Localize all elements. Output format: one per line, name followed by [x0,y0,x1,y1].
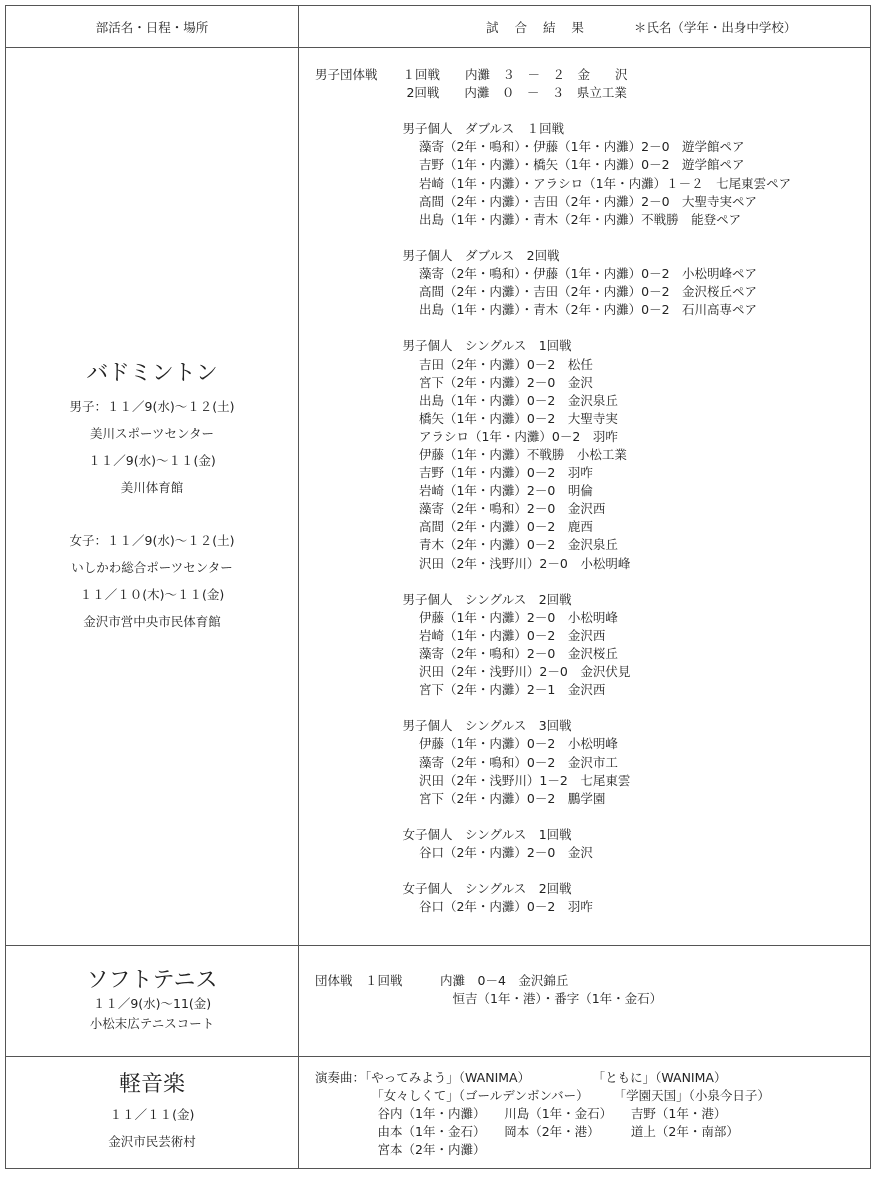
result-line: アラシロ（1年・内灘）0－2 羽咋 [315,428,618,444]
result-line: 沢田（2年・浅野川）1－2 七尾東雲 [315,772,631,788]
blank-gap [315,573,870,591]
header-club-schedule-venue: 部活名・日程・場所 [6,6,299,48]
result-line: 高間（2年・内灘）・吉田（2年・内灘）2－0 大聖寺実ペア [315,193,758,209]
light-music-club-name: 軽音楽 [118,1071,185,1097]
result-line: 「女々しくて」（ゴールデンボンバー） 「学園天国」（小泉今日子） [315,1088,770,1104]
light-music-row [6,1057,871,1169]
badminton-info [6,393,298,635]
result-line: 2回戦 内灘 ０ － ３ 県立工業 [315,85,627,101]
result-line: 男子団体戦 １回戦 内灘 ３ － ２ 金 沢 [315,67,628,82]
blank-gap [315,102,870,120]
result-line: 男子個人 シングルス 1回戦 [315,338,572,354]
schedule-venue-line: 美川スポーツセンター [89,425,214,441]
result-line: 伊藤（1年・内灘）不戦勝 小松工業 [315,446,627,462]
result-line: 伊藤（1年・内灘）0－2 小松明峰 [315,736,618,752]
result-line: 男子個人 シングルス 2回戦 [315,591,572,607]
blank-gap [315,699,870,717]
header-results [299,6,871,48]
soft-tennis-info-cell [6,946,299,1057]
result-line: 藻寄（2年・鳴和）・伊藤（1年・内灘）2－0 遊学館ペア [315,139,745,155]
result-line: 出島（1年・内灘）0－2 金沢泉丘 [315,392,618,408]
light-music-results [315,1069,870,1159]
schedule-venue-line: １１／１１(金) [109,1106,195,1122]
result-line: 男子個人 ダブルス 2回戦 [315,247,560,263]
result-line: 谷口（2年・内灘）0－2 羽咋 [315,899,593,915]
schedule-venue-line: 女子：１１／9(水)～１２(土) [69,532,235,548]
schedule-venue-line: 美川体育館 [120,479,184,495]
schedule-venue-line: １１／１０(木)～１１(金) [79,586,225,602]
blank-gap [315,319,870,337]
blank-gap [315,862,870,880]
result-line: 吉野（1年・内灘）・橋矢（1年・内灘）0－2 遊学館ペア [315,157,745,173]
result-line: 藻寄（2年・鳴和）2－0 金沢西 [315,501,606,517]
result-line: 宮下（2年・内灘）0－2 鵬学園 [315,790,606,806]
header-results-title: 試 合 結 果 [486,19,590,35]
blank-gap [315,808,870,826]
result-line: 男子個人 ダブルス １回戦 [315,121,565,137]
result-line: 岩崎（1年・内灘）0－2 金沢西 [315,627,606,643]
result-line: 岩崎（1年・内灘）2－0 明倫 [315,483,593,499]
result-line: 宮下（2年・内灘）2－1 金沢西 [315,682,606,698]
schedule-venue-line: 小松末広テニスコート [89,1016,215,1031]
results-table [5,5,871,1169]
badminton-results [315,66,870,916]
result-line: 男子個人 シングルス 3回戦 [315,718,572,734]
schedule-venue-line: 金沢市営中央市民体育館 [83,613,221,629]
soft-tennis-results-cell [299,946,871,1057]
schedule-venue-line: １１／9(水)～11(金) [92,996,212,1011]
result-line: 吉野（1年・内灘）0－2 羽咋 [315,465,593,481]
result-line: 橋矢（1年・内灘）0－2 大聖寺実 [315,410,618,426]
result-line: 藻寄（2年・鳴和）2－0 金沢桜丘 [315,646,618,661]
badminton-results-cell [299,48,871,946]
badminton-row [6,48,871,946]
schedule-venue-line: いしかわ総合ポーツセンター [71,559,233,575]
result-line: 谷口（2年・内灘）2－0 金沢 [315,845,593,861]
blank-gap [315,229,870,247]
badminton-info-cell [6,48,299,946]
result-line: 青木（2年・内灘）0－2 金沢泉丘 [315,537,618,553]
result-line: 沢田（2年・浅野川）2－0 小松明峰 [315,555,631,571]
soft-tennis-club-name: ソフトテニス [86,968,218,993]
result-line: 藻寄（2年・鳴和）・伊藤（1年・内灘）0－2 小松明峰ペア [315,266,758,282]
result-line: 由本（1年・金石） 岡本（2年・港） 道上（2年・南部） [315,1124,739,1140]
header-row [6,6,871,48]
result-line: 高間（2年・内灘）0－2 鹿西 [315,519,593,535]
result-line: 女子個人 シングルス 2回戦 [315,881,572,897]
schedule-venue-line: 金沢市民芸術村 [108,1133,196,1149]
result-line: 吉田（2年・内灘）0－2 松任 [315,356,593,372]
header-name-note: ＊氏名（学年・出身中学校） [633,19,797,35]
blank-gap [6,501,298,527]
result-line: 出島（1年・内灘）・青木（2年・内灘）0－2 石川高専ペア [315,302,758,318]
light-music-info-cell [6,1057,299,1169]
result-line: 藻寄（2年・鳴和）0－2 金沢市工 [315,754,618,770]
result-line: 演奏曲：「やってみよう」（WANIMA） 「ともに」（WANIMA） [315,1070,727,1085]
result-line: 女子個人 シングルス 1回戦 [315,826,572,842]
result-line: 谷内（1年・内灘） 川島（1年・金石） 吉野（1年・港） [315,1106,727,1122]
badminton-club-name: バドミントン [86,360,218,386]
result-line: 団体戦 １回戦 内灘 0－4 金沢錦丘 [315,973,569,988]
result-line: 宮下（2年・内灘）2－0 金沢 [315,374,593,390]
soft-tennis-results [315,972,870,1008]
result-line: 恒吉（1年・港）・番字（1年・金石） [315,991,663,1007]
light-music-info [6,1101,298,1155]
soft-tennis-row [6,946,871,1057]
soft-tennis-info [6,994,298,1034]
schedule-venue-line: １１／9(水)～１１(金) [88,452,216,468]
schedule-venue-line: 男子：１１／9(水)～１２(土) [69,398,235,414]
result-line: 岩崎（1年・内灘）・アラシロ（1年・内灘）１－２ 七尾東雲ペア [315,175,792,191]
result-line: 出島（1年・内灘）・青木（2年・内灘）不戦勝 能登ペア [315,211,742,227]
result-line: 宮本（2年・内灘） [315,1142,486,1158]
result-line: 伊藤（1年・内灘）2－0 小松明峰 [315,609,618,625]
light-music-results-cell [299,1057,871,1169]
result-line: 高間（2年・内灘）・吉田（2年・内灘）0－2 金沢桜丘ペア [315,284,758,300]
result-line: 沢田（2年・浅野川）2－0 金沢伏見 [315,664,631,680]
